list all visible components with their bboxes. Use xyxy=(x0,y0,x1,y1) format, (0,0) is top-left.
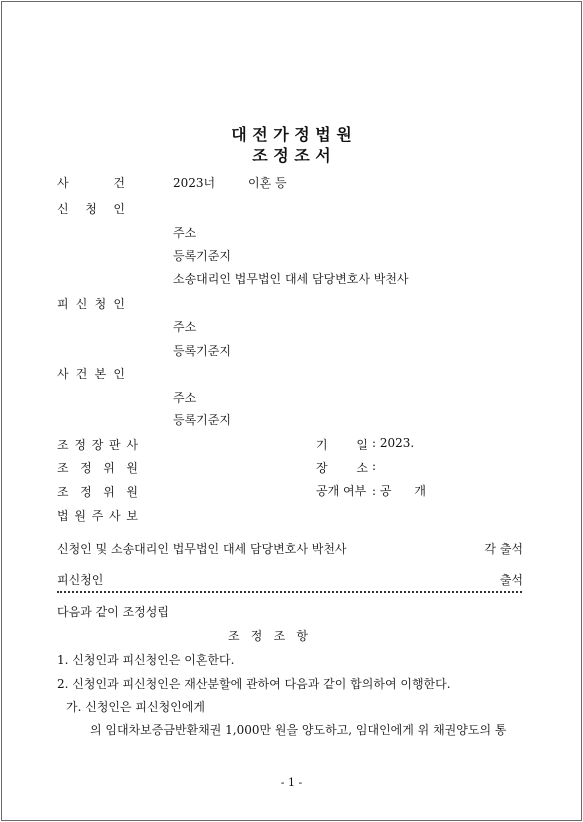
respondent-label: 피 신 청 인 xyxy=(57,297,125,311)
document-title: 조 정 조 서 xyxy=(252,146,331,165)
applicant-agent: 소송대리인 법무법인 대세 담당변호사 박천사 xyxy=(173,272,409,286)
clause-2: 2. 신청인과 피신청인은 재산분할에 관하여 다음과 같이 합의하여 이행한다. xyxy=(57,677,451,691)
applicant-registry-label: 등록기준지 xyxy=(173,249,231,263)
attendance-row-1-party: 신청인 및 소송대리인 법무법인 대세 담당변호사 박천사 xyxy=(57,542,347,556)
court-clerk-label: 법 원 주 사 보 xyxy=(57,509,138,523)
respondent-address-label: 주소 xyxy=(173,320,197,334)
page-number: - 1 - xyxy=(280,776,303,789)
attendance-row-2-party: 피신청인 xyxy=(57,573,104,587)
case-label: 사 건 xyxy=(57,176,125,190)
mediation-member-2-label: 조 정 위 원 xyxy=(57,485,138,499)
session-place-label: 장 소 xyxy=(316,461,368,475)
applicant-label: 신 청 인 xyxy=(57,202,125,216)
case-number: 2023너 xyxy=(173,176,216,190)
attendance-row-2-status: 출석 xyxy=(499,573,523,587)
principal-registry-label: 등록기준지 xyxy=(173,413,231,427)
principal-label: 사 건 본 인 xyxy=(57,367,125,381)
case-type: 이혼 등 xyxy=(248,176,287,190)
session-place-value: : xyxy=(372,459,377,473)
applicant-address-label: 주소 xyxy=(173,226,197,240)
principal-address-label: 주소 xyxy=(173,391,197,405)
respondent-registry-label: 등록기준지 xyxy=(173,344,231,358)
judge-label: 조 정 장 판 사 xyxy=(57,438,138,452)
attendance-row-1-status: 각 출석 xyxy=(484,542,523,556)
settlement-intro: 다음과 같이 조정성립 xyxy=(57,605,169,619)
clause-2a-detail: 의 임대차보증금반환채권 1,000만 원을 양도하고, 임대인에게 위 채권양도의 통 xyxy=(90,723,507,737)
settlement-heading: 조 정 조 항 xyxy=(228,629,308,643)
public-status-label: 공개 여부 xyxy=(316,484,367,498)
court-name: 대 전 가 정 법 원 xyxy=(231,125,352,144)
session-date-label: 기 일 xyxy=(316,438,368,452)
dotted-divider xyxy=(57,591,522,593)
clause-1: 1. 신청인과 피신청인은 이혼한다. xyxy=(57,653,235,667)
public-status-value: : 공 개 xyxy=(372,484,426,498)
mediation-member-1-label: 조 정 위 원 xyxy=(57,461,138,475)
clause-2a: 가. 신청인은 피신청인에게 xyxy=(66,700,205,714)
session-date-value: : 2023. xyxy=(372,436,415,450)
